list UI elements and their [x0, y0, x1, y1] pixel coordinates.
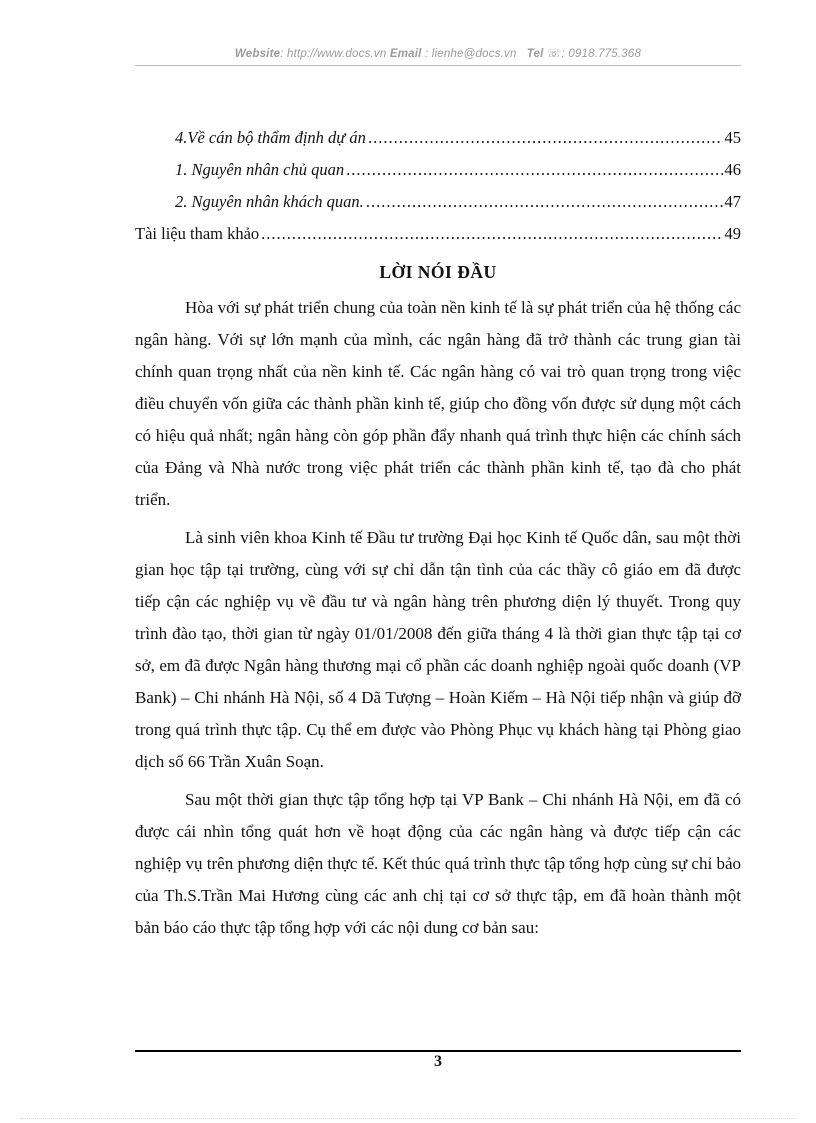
toc-entry-title: 4.Về cán bộ thẩm định dự án — [175, 128, 366, 147]
website-label: Website — [234, 48, 281, 60]
toc-leader-dots — [261, 224, 722, 244]
tel-label: Tel — [526, 48, 544, 60]
website-value: : http://www.docs.vn — [280, 48, 387, 60]
footer-divider — [135, 1050, 741, 1052]
toc-entry — [135, 192, 741, 224]
body-text — [135, 292, 741, 950]
header-divider — [135, 65, 741, 66]
toc-entry-title: Tài liệu tham khảo — [135, 224, 260, 243]
toc-entry-page: 46 — [724, 160, 741, 179]
toc-entry-title: 2. Nguyên nhân khách quan. — [175, 192, 364, 211]
table-of-contents — [135, 128, 741, 256]
page-bottom-border — [20, 1118, 796, 1119]
toc-entry — [135, 128, 741, 160]
tel-value: : 0918.775.368 — [561, 48, 642, 60]
toc-entry-page: 47 — [724, 192, 741, 211]
toc-leader-dots — [366, 192, 723, 212]
toc-entry-page: 45 — [724, 128, 741, 147]
toc-leader-dots — [368, 128, 723, 148]
toc-entry-title: 1. Nguyên nhân chủ quan — [175, 160, 345, 179]
email-value: : lienhe@docs.vn — [421, 48, 517, 60]
email-label: Email — [389, 48, 422, 60]
page-number: 3 — [434, 1053, 442, 1070]
section-heading: LỜI NÓI ĐẦU — [379, 262, 497, 282]
toc-leader-dots — [346, 160, 722, 180]
paragraph: Là sinh viên khoa Kinh tế Đầu tư trường Đại học Kinh tế Quốc dân, sau một thời gian học tập tại trường, cùng với sự chỉ dẫn tận tình của các thầy cô giáo em đã được tiếp cận các nghiệp vụ về đầu tư và ngân hàng trên phương diện lý thuyết. Trong quy trình đào tạo, thời gian từ ngày 01/01/2008 đến giữa tháng 4 là thời gian thực tập tại cơ sở, em đã được Ngân hàng thương mại cổ phần các doanh nghiệp ngoài quốc doanh (VP Bank) – Chi nhánh Hà Nội, số 4 Dã Tượng – Hoàn Kiếm – Hà Nội tiếp nhận và giúp đỡ trong quá trình thực tập. Cụ thể em được vào Phòng Phục vụ khách hàng tại Phòng giao dịch số 66 Trần Xuân Soạn. — [135, 528, 741, 771]
toc-entry — [135, 224, 741, 256]
phone-icon: ☏ — [546, 48, 562, 60]
toc-entry-page: 49 — [724, 224, 741, 243]
page-header — [135, 46, 741, 60]
paragraph: Hòa với sự phát triển chung của toàn nền kinh tế là sự phát triển của hệ thống các ngân hàng. Với sự lớn mạnh của mình, các ngân hàng đã trở thành các trung gian tài chính quan trọng nhất của nền kinh tế. Các ngân hàng có vai trò quan trọng trong việc điều chuyển vốn giữa các thành phần kinh tế, giúp cho đồng vốn được sử dụng một cách có hiệu quả nhất; ngân hàng còn góp phần đẩy nhanh quá trình thực hiện các chính sách của Đảng và Nhà nước trong việc phát triển các thành phần kinh tế, tạo đà cho phát triển. — [135, 298, 741, 509]
toc-entry — [135, 160, 741, 192]
paragraph: Sau một thời gian thực tập tổng hợp tại VP Bank – Chi nhánh Hà Nội, em đã có được cái nhìn tổng quát hơn về hoạt động của các ngân hàng và được tiếp cận các nghiệp vụ trên phương diện thực tế. Kết thúc quá trình thực tập tổng hợp cùng sự chỉ bảo của Th.S.Trần Mai Hương cùng các anh chị tại cơ sở thực tập, em đã hoàn thành một bản báo cáo thực tập tổng hợp với các nội dung cơ bản sau: — [135, 790, 741, 937]
